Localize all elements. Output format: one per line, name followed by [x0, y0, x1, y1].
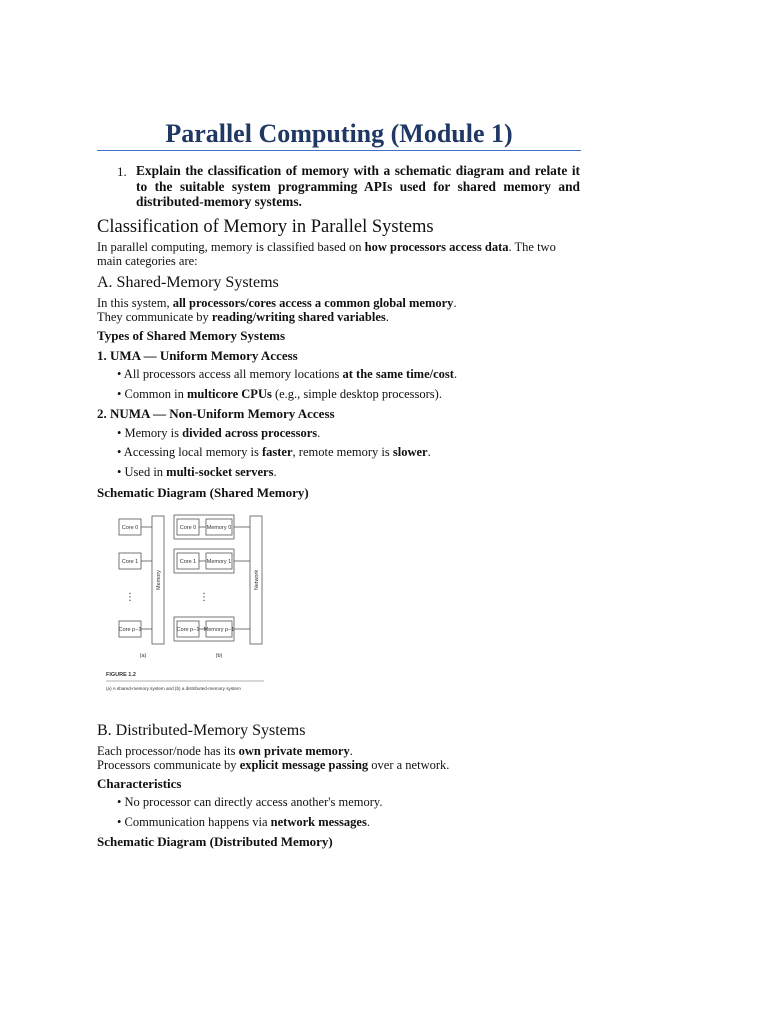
distributed-bullet-2	[117, 815, 370, 829]
numa-bullet-3	[117, 465, 277, 479]
fig-b-mem-0: Memory 0	[206, 525, 232, 531]
numa-b1-c: .	[317, 426, 321, 440]
fig-caption-text: (a) A shared-memory system and (b) a distributed-memory system	[106, 686, 241, 691]
distributed-paragraph	[97, 744, 581, 772]
dist-line-2-b: explicit message passing	[239, 758, 369, 772]
shared-line-2-c: .	[385, 310, 389, 324]
shared-line-1-c: .	[453, 296, 457, 310]
memory-systems-figure	[104, 510, 268, 700]
fig-a-ellipsis: ⋮	[125, 592, 135, 603]
shared-diagram-heading: Schematic Diagram (Shared Memory)	[97, 485, 309, 500]
section-heading-distributed: B. Distributed-Memory Systems	[97, 722, 306, 739]
fig-b-core-2: Core p−1	[176, 627, 200, 633]
intro-text-bold: how processors access data	[364, 240, 509, 254]
uma-heading: 1. UMA — Uniform Memory Access	[97, 348, 298, 363]
dist-b2-c: .	[366, 815, 370, 829]
uma-b2-a: • Common in	[117, 387, 188, 401]
numa-b3-b: multi-socket servers	[166, 465, 274, 479]
numa-b2-e: .	[427, 445, 431, 459]
fig-b-ellipsis: ⋮	[199, 592, 209, 603]
fig-b-core-1: Core 1	[179, 559, 197, 565]
shared-line-1-b: all processors/cores access a common global memory	[172, 296, 454, 310]
fig-b-core-0: Core 0	[179, 525, 197, 531]
dist-b2-b: network messages	[270, 815, 367, 829]
distributed-line-1	[97, 744, 581, 758]
numa-b2-a: • Accessing local memory is	[117, 445, 262, 459]
distributed-bullet-1: • No processor can directly access another's memory.	[117, 795, 383, 809]
fig-a-core-1: Core 1	[121, 559, 139, 565]
page-title: Parallel Computing (Module 1)	[165, 119, 513, 148]
numa-b2-c: , remote memory is	[292, 445, 393, 459]
intro-text-1: In parallel computing, memory is classified based on	[97, 240, 365, 254]
dist-line-1-a: Each processor/node has its	[97, 744, 239, 758]
question-text: Explain the classification of memory with a schematic diagram and relate it to the suitable system programming APIs used for shared memory and distributed-memory systems.	[136, 163, 580, 209]
shared-paragraph	[97, 296, 581, 324]
uma-b1-b: at the same time/cost	[342, 367, 454, 381]
shared-line-2-b: reading/writing shared variables	[211, 310, 386, 324]
fig-a-memory-label: Memory	[156, 570, 162, 590]
uma-b2-c: (e.g., simple desktop processors).	[271, 387, 442, 401]
uma-b1-a: • All processors access all memory locations	[117, 367, 343, 381]
fig-a-sublabel: (a)	[139, 653, 147, 659]
numa-bullet-1	[117, 426, 320, 440]
numa-b1-a: • Memory is	[117, 426, 183, 440]
dist-line-2-a: Processors communicate by	[97, 758, 240, 772]
fig-b-sublabel: (b)	[215, 653, 223, 659]
uma-b1-c: .	[453, 367, 458, 381]
types-heading: Types of Shared Memory Systems	[97, 328, 286, 343]
uma-b2-b: multicore CPUs	[187, 387, 272, 401]
fig-b-mem-1: Memory 1	[206, 559, 232, 565]
numa-bullet-2	[117, 445, 431, 459]
section-heading-shared: A. Shared-Memory Systems	[97, 274, 279, 291]
shared-line-2-a: They communicate by	[97, 310, 212, 324]
numa-b1-b: divided across processors	[182, 426, 318, 440]
shared-line-1	[97, 296, 581, 310]
title-divider	[97, 150, 581, 151]
numa-b3-a: • Used in	[117, 465, 167, 479]
numa-heading: 2. NUMA — Non-Uniform Memory Access	[97, 406, 335, 421]
dist-line-1-c: .	[349, 744, 353, 758]
fig-b-mem-2: Memory p−1	[203, 627, 235, 633]
fig-a-core-0: Core 0	[121, 525, 139, 531]
uma-bullet-1	[117, 367, 457, 381]
dist-b2-a: • Communication happens via	[117, 815, 271, 829]
question-number: 1.	[117, 164, 127, 179]
numa-b3-c: .	[273, 465, 277, 479]
numa-b2-d: slower	[392, 445, 428, 459]
dist-line-2-c: over a network.	[368, 758, 450, 772]
section-heading-classification: Classification of Memory in Parallel Systems	[97, 217, 434, 237]
shared-line-2	[97, 310, 581, 324]
fig-caption-title: FIGURE 1.2	[106, 672, 136, 678]
fig-b-network-label: Network	[254, 569, 260, 591]
dist-line-1-b: own private memory	[238, 744, 350, 758]
characteristics-heading: Characteristics	[97, 776, 182, 791]
uma-bullet-2	[117, 387, 442, 401]
distributed-line-2	[97, 758, 581, 772]
intro-paragraph	[97, 240, 581, 268]
distributed-diagram-heading: Schematic Diagram (Distributed Memory)	[97, 834, 333, 849]
intro-text-2: . The two main categories are:	[97, 240, 556, 268]
numa-b2-b: faster	[261, 445, 293, 459]
shared-line-1-a: In this system,	[97, 296, 173, 310]
fig-a-core-2: Core p−1	[118, 627, 142, 633]
